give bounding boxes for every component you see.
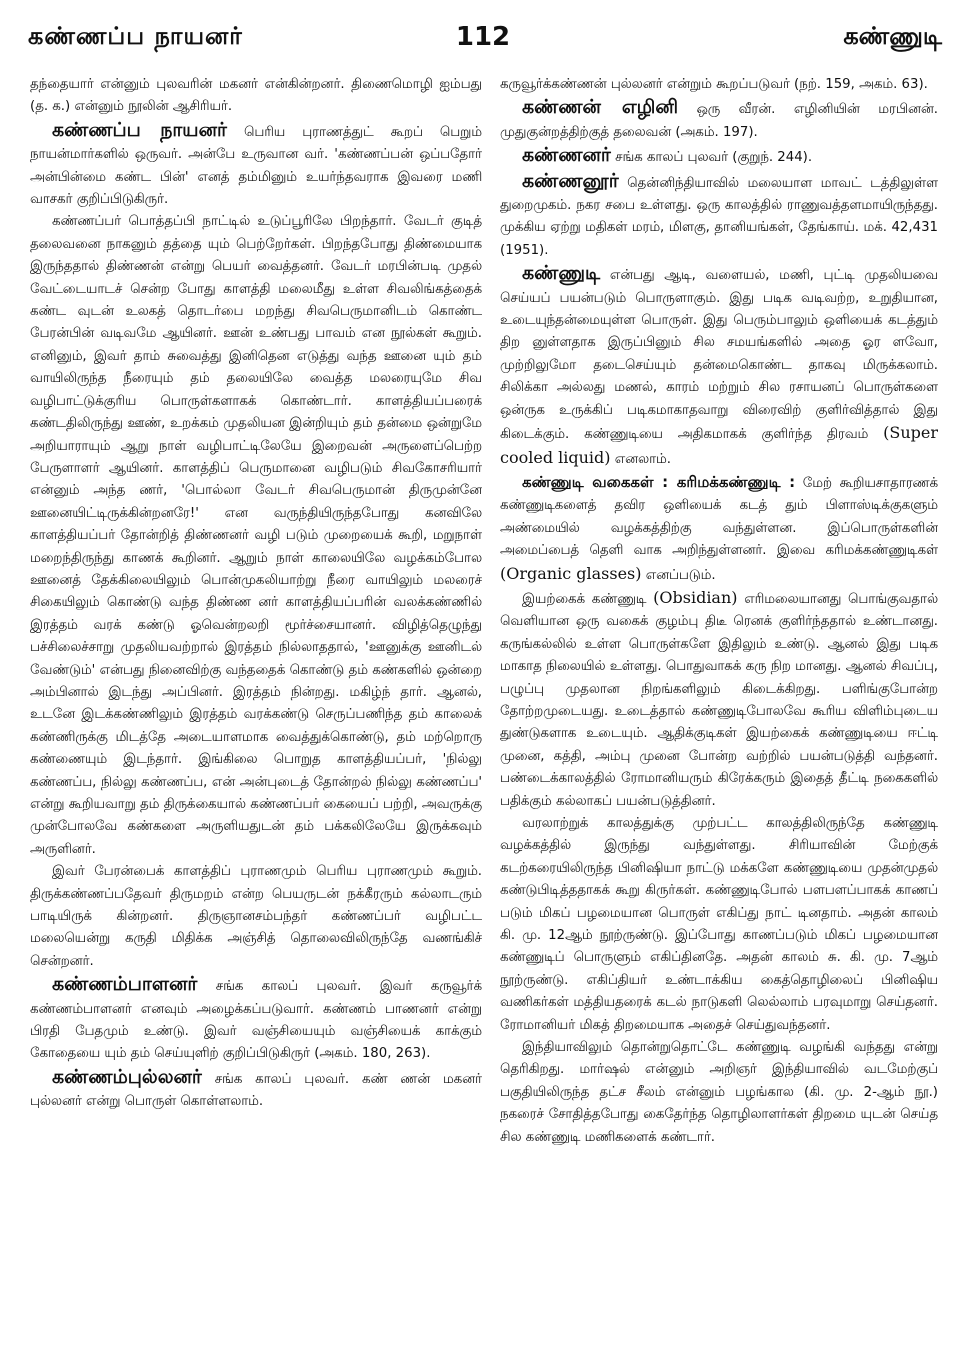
entry-kannanur	[500, 170, 938, 263]
entry-kannappa-nayanar	[30, 119, 482, 212]
entry-kannadi	[500, 262, 938, 471]
paragraph-text-tail: எரிமலையானது பொங்குவதால் வெளியான ஒரு வகைக் குழம்பு திடீ ரெனக் குளிர்ந்ததால் உண்டானது. கருங்கல்லில் உள்ள பொருள்களே இதிலும் உண்டு. ஆனல் இது படிக மாகாத நிலையில் உள்ளது. பொதுவாகக் கரு நிற மானது. ஆனல் சிவப்பு, பழுப்பு முதலான நிறங்களிலும் கிடைக்கிறது. பளிங்குபோன்ற தோற்றமுடையது. உடைத்தால் கண்ணுடிபோலவே கூரிய விளிம்புடைய துண்டுகளாக உடையும். ஆதிக்குடிகள் இயற்கைக் கண்ணுடியை ஈட்டி முனை, கத்தி, அம்பு முனை போன்ற வற்றில் பயன்படுத்தி வந்தனர். பண்டைக்காலத்தில் ரோமானியரும் கிரேக்கரும் இதைத் தீட்டி நகைகளில் பதிக்கும் கல்லாகப் பயன்படுத்தினர்.	[500, 591, 938, 809]
paragraph-text: இயற்கைக் கண்ணுடி	[522, 591, 654, 607]
headword: கண்ணம்பாளனர்	[52, 973, 198, 996]
body-paragraph: கண்ணப்பர் பொத்தப்பி நாட்டில் உடுப்பூரிலே பிறந்தார். வேடர் குடித் தலைவனை நாகனும் தத்தை யும் பெற்றேர்கள். பிறந்தபோது திண்மையாக இருந்ததால் திண்ணன் என்று பெயர் வைத்தனர். வேடர் மரபின்படி முதல் வேட்டையாடச் சென்ற போது காளத்தி மலைமீது உள்ள சிவலிங்கத்தைக் கண்ட வுடன் உலகத் தொடர்பை மறந்து சிவபெருமானிடம் கொண்ட பேரன்பின் வடிவமே ஆயினர். ஊன் உண்பது பாவம் என நூல்கள் கூறும். எனினும், இவர் தாம் சுவைத்து இனிதென எடுத்து வந்த ஊனை யும் தம் வாயிலிருந்த நீரையும் தம் தலையிலே வைத்த மலரையுமே சிவ வழிபாட்டுக்குரிய பொருள்களாகக் கொண்டார். காளத்தியப்பரைக் கண்டதிலிருந்து ஊண், உறக்கம் முதலியன இன்றியும் தம் தன்மை ஒன்றுமே அறியாராயும் ஆறு நாள் வழிபாட்டிலேயே இறைவன் அருளைப்பெற்ற பேருளாளர் ஆயினர். காளத்திப் பெருமானை வழிபடும் சிவகோசரியார் என்னும் அந்த ணர், 'பொல்லா வேடர் சிவபெருமான் திருமுன்னே ஊனையிட்டிருக்கின்றனரே!' என வருந்தியிருந்தபோது கனவிலே காளத்தியப்பர் தோன்றித் திண்ணனர் வழி படும் முறையைக் கூறி, மறுநாள் மறைந்திருந்து காணக் கூறினர். ஆறும் நாள் காலையிலே வழக்கம்போல ஊனைத் தேக்கிலையிலும் பொன்முகலியாற்று நீரை வாயிலும் மலரைச் சிகையிலும் கொண்டு வந்த திண்ண னர் காளத்தியப்பரின் வலக்கண்ணில் இரத்தம் வரக் கண்டு ஓவென்றலறி மூர்ச்சையானர். விழித்தெழுந்து பச்சிலைச்சாறு முதலியவற்றால் இரத்தம் நில்லாததால், 'ஊனுக்கு ஊனிடல் வேண்டும்' என்பது நினைவிற்கு வந்ததைக் கொண்டு தம் கண்களில் ஒன்றை அம்பினால் இடந்து அப்பினர். இரத்தம் நின்றது. மகிழ்ந் தார். ஆனல், உடனே இடக்கண்ணிலும் இரத்தம் வரக்கண்டு செருப்பணிந்த தம் காலைக் கண்ணிருக்கு மிடத்தே அடையாளமாக வைத்துக்கொண்டு, தம் மற்றொரு கண்ணையும் இடந்தார். இங்கிலை பொறுத காளத்தியப்பர், 'நில்லு கண்ணப்ப, நில்லு கண்ணப்ப, என் அன்புடைத் தோன்றல் நில்லு கண்ணப்ப' என்று கூறியவாறு தம் திருக்கையால் கண்ணப்பர் கையைப் பற்றி, அவருக்கு முன்போலவே கண்களை அருளியதுடன் தம் பக்கலிலேயே இருக்கவும் அருளினர்.	[30, 214, 482, 857]
left-column	[30, 74, 482, 1356]
body-paragraph: இந்தியாவிலும் தொன்றுதொட்டே கண்ணுடி வழங்கி வந்தது என்று தெரிகிறது. மார்ஷல் என்னும் அறிஞர் இந்தியாவில் வடமேற்குப் பகுதியிலிருந்த தட்ச சீலம் என்னும் பழங்கால (கி. மு. 2-ஆம் நூ.) நகரைச் சோதித்தபோது கைதேர்ந்த தொழிலாளர்கள் திறமை யுடன் செய்த சில கண்ணுடி மணிகளைக் கண்டார்.	[500, 1040, 938, 1145]
headword: கண்ணனூர்	[522, 169, 619, 192]
page-number: 112	[455, 22, 511, 52]
entry-text: தென்னிந்தியாவில் மலையாள மாவட் டத்திலுள்ள துறைமுகம். நகர சபை உள்ளது. ஒரு காலத்தில் ராணுவத்தளமாயிருந்தது. முக்கிய ஏற்று மதிகள் மரம், மிளகு, தானியங்கள், தேங்காய். மக். 42,431 (1951).	[500, 175, 938, 258]
headword: கண்ணப்ப நாயனர்	[52, 118, 227, 141]
paragraph-obsidian	[500, 587, 938, 813]
subheading-organic: கரிமக்கண்ணுடி :	[668, 472, 796, 491]
body-paragraph: இவர் பேரன்பைக் காளத்திப் புராணமும் பெரிய புராணமும் கூறும். திருக்கண்ணப்பதேவர் திருமறம் என்ற பெயருடன் நக்கீரரும் கல்லாடரும் பாடியிருக் கின்றனர். திருஞானசம்பந்தர் கண்ணப்பர் வழிபட்ட மலையென்று கருதி மிதிக்க அஞ்சித் தொலைவிலிருந்தே வணங்கிச் சென்றனர்.	[30, 864, 482, 969]
entry-kannanar	[500, 144, 938, 169]
continued-paragraph: தந்தையார் என்னும் புலவரின் மகனர் என்கின்றனர். திணைமொழி ஐம்பது (த. க.) என்னும் நூலின் ஆசிரியர்.	[30, 77, 482, 115]
headword: கண்ணுடி	[522, 262, 601, 285]
entry-text-tail: எனலாம்.	[610, 451, 671, 467]
entry-kannampalanar	[30, 973, 482, 1066]
running-head-left: கண்ணப்ப நாயனர்	[28, 22, 243, 50]
subsection-glass-types	[500, 471, 938, 587]
headword: கண்ணன் எழினி	[522, 96, 679, 119]
entry-text: சங்க காலப் புலவர். இவர் கருவூர்க் கண்ணம்பாளனர் எனவும் அழைக்கப்படுவார். கண்ணம் பாணனர் என்று பிரதி பேதமும் உண்டு. இவர் வஞ்சியையும் வஞ்சியைக் காக்கும் கோதையை யும் தம் செய்யுளிற் குறிப்பிடுகிருர் (அகம். 180, 263).	[30, 979, 482, 1062]
entry-text: சங்க காலப் புலவர் (குறுந். 244).	[610, 150, 813, 166]
headword: கண்ணம்புல்லனர்	[52, 1065, 202, 1088]
body-paragraph: வரலாற்றுக் காலத்துக்கு முற்பட்ட காலத்திலிருந்தே கண்ணுடி வழக்கத்தில் இருந்து வந்துள்ளது. சிரியாவின் மேற்குக் கடற்கரையிலிருந்த பினிஷியா நாட்டு மக்களே கண்ணுடியை முதன்முதல் கண்டுபிடித்ததாகக் கூறு கிருர்கள். கண்ணுடிபோல் பளபளப்பாகக் காணப் படும் மிகப் பழமையான பொருள் எகிப்து நாட் டினதாம். அதன் காலம் கி. மு. 12ஆம் நூற்ருண்டு. இப்போது காணப்படும் மிகப் பழமையான கண்ணுடிப் பொருளும் எகிப்தினதே. அதன் காலம் சு. கி. மு. 7ஆம் நூற்ருண்டு. எகிப்தியர் உண்டாக்கிய கைத்தொழிலைப் பினிஷிய வணிகர்கள் மத்தியதரைக் கடல் நாடுகளி லெல்லாம் பரவுமாறு செய்தனர். ரோமானியர் மிகத் திறமையாக அதைச் செய்துவந்தனர்.	[500, 816, 938, 1033]
english-term: (Organic glasses)	[500, 563, 642, 583]
running-head-right: கண்ணுடி	[843, 22, 942, 50]
continued-paragraph: கருவூர்க்கண்ணன் புல்லனர் என்றும் கூறப்படுவர் (நற். 159, அகம். 63).	[500, 77, 928, 92]
subsection-text-tail: எனப்படும்.	[641, 567, 716, 583]
right-column	[500, 74, 938, 1356]
subsection-text: மேற் கூறியசாதாரணக் கண்ணுடிகளைத் தவிர ஒளியைக் கடத் தும் பிளாஸ்டிக்குகளும் அண்மையில் வழக்கத்திற்கு வந்துள்ளன. இப்பொருள்களின் அமைப்பைத் தெளி வாக அறிந்துள்ளனர். இவை கரிமக்கண்ணுடிகள்	[500, 475, 938, 559]
subheading: கண்ணுடி வகைகள் :	[522, 472, 669, 491]
english-term: (Super cooled liquid)	[500, 423, 938, 467]
english-term: (Obsidian)	[653, 587, 738, 607]
entry-kannan-ezhini	[500, 96, 938, 144]
entry-text: சங்க காலப் புலவர். கண் ணன் மகனர் புல்லனர் என்று பொருள் கொள்ளலாம்.	[30, 1071, 482, 1110]
headword: கண்ணனர்	[522, 144, 611, 167]
entry-text: பெரிய புராணத்துட் கூறப் பெறும் நாயன்மார்களில் ஒருவர். அன்பே உருவான வர். 'கண்ணப்பன் ஒப்பதோர் அன்பின்மை கண்ட பின்' எனத் தம்மினும் உயர்ந்தவராக இவரை மணி வாசகர் குறிப்பிடுகிருர்.	[30, 124, 482, 208]
entry-text: என்பது ஆடி, வளையல், மணி, புட்டி முதலியவை செய்யப் பயன்படும் பொருளாகும். இது படிக வடிவற்ற, உறுதியான, உடையுந்தன்மையுள்ள பொருள். இது பெரும்பாலும் ஒளியைக் கடத்தும் திற னுள்ளதாக இருப்பினும் சில சமயங்களில் அதை ஓர ளவோ, முற்றிலுமோ தடைசெய்யும் தன்மைகொண்ட தாகவு மிருக்கலாம். சிலிக்கா அல்லது மணல், காரம் மற்றும் சில ரசாயனப் பொருள்களை ஒன்ருக உருக்கிப் படிகமாகாதவாறு விரைவிற் குளிர்வித்தால் இது கிடைக்கும். கண்ணுடியை அதிகமாகக் குளிர்ந்த திரவம்	[500, 268, 938, 443]
entry-kannampullanar	[30, 1066, 482, 1114]
entry-text: ஒரு வீரன். எழினியின் மரபினன். முதுகுன்றத்திற்குத் தலைவன் (அகம். 197).	[500, 102, 938, 140]
page-header	[0, 0, 966, 60]
